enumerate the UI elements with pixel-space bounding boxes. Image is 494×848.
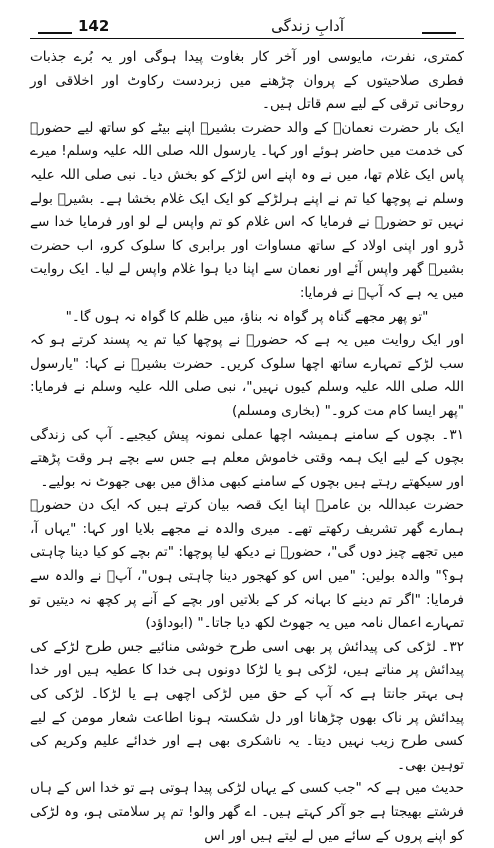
paragraph-3: اور ایک روایت میں یہ ہے کہ حضورؐ نے پوچھا کیا تم یہ پسند کرتے ہو کہ سب لڑکے تمہارے ساتھ اچھا سلوک کریں۔ حضرت بشیرؓ نے کہا: "یارسول اللہ صلی اللہ علیہ وسلم کیوں نہیں"، نبی صلی اللہ علیہ وسلم نے فرمایا: "پھر ایسا کام مت کرو۔" (بخاری ومسلم) [30,332,464,419]
running-title: آدابِ زندگی [271,17,344,35]
page-body [30,46,464,848]
paragraph-1: کمتری، نفرت، مایوسی اور آخر کار بغاوت پیدا ہوگی اور یہ بُرے جذبات فطری صلاحیتوں کے پروان چڑھنے میں زبردست رکاوٹ اور اخلاقی اور روحانی ترقی کے لیے سم قاتل ہیں۔ [30,49,464,113]
page-header [30,10,464,36]
page-number: 142 [78,17,110,35]
paragraph-6: ۳۲۔ لڑکی کی پیدائش پر بھی اسی طرح خوشی منائیے جس طرح لڑکے کی پیدائش پر مناتے ہیں، لڑکی ہو یا لڑکا دونوں ہی خدا کا عطیہ ہیں اور خدا ہی بہتر جانتا ہے کہ آپ کے حق میں لڑکی اچھی ہے یا لڑکا۔ لڑکی کی پیدائش پر ناک بھوں چڑھانا اور دل شکستہ ہونا اطاعت شعار مومن کے لیے کسی طرح زیب نہیں دیتا۔ یہ ناشکری بھی ہے اور خدائے علیم وکریم کی توہین بھی۔ [30,638,464,773]
paragraph-5: حضرت عبداللہ بن عامرؓ اپنا ایک قصہ بیان کرتے ہیں کہ ایک دن حضورؐ ہمارے گھر تشریف رکھتے تھے۔ میری والدہ نے مجھے بلایا اور کہا: "یہاں آ، میں تجھے چیز دوں گی"، حضورؐ نے دیکھ لیا پوچھا: "تم بچے کو کیا دینا چاہتی ہو؟" والدہ بولیں: "میں اس کو کھجور دینا چاہتی ہوں"، آپؐ نے والدہ سے فرمایا: "اگر تم دینے کا بہانہ کر کے بلاتیں اور بچے کے آنے پر کچھ نہ دیتیں تو تمہارے اعمال نامہ میں یہ جھوٹ لکھ دیا جاتا۔" (ابوداؤد) [30,497,464,632]
paragraph-4: ۳۱۔ بچوں کے سامنے ہمیشہ اچھا عملی نمونہ پیش کیجیے۔ آپ کی زندگی بچوں کے لیے ایک ہمہ وقتی خاموش معلم ہے جس سے بچے ہر وقت پڑھتے اور سیکھتے رہتے ہیں بچوں کے سامنے کبھی مذاق میں بھی جھوٹ نہ بولیے۔ [30,426,464,490]
header-decoration-left [38,32,72,34]
paragraph-7: حدیث میں ہے کہ "جب کسی کے یہاں لڑکی پیدا ہوتی ہے تو خدا اس کے ہاں فرشتے بھیجتا ہے جو آکر کہتے ہیں۔ اے گھر والو! تم پر سلامتی ہو، وہ لڑکی کو اپنے پروں کے سائے میں لے لیتے ہیں اور اس [30,780,464,844]
header-rule [30,38,464,39]
paragraph-2: ایک بار حضرت نعمانؓ کے والد حضرت بشیرؓ اپنے بیٹے کو ساتھ لیے حضورؐ کی خدمت میں حاضر ہوئے اور کہا۔ یارسول اللہ صلی اللہ علیہ وسلم! میرے پاس ایک غلام تھا، میں نے وہ اپنے اس لڑکے کو بخش دیا۔ نبی صلی اللہ علیہ وسلم نے پوچھا کیا تم نے اپنے ہرلڑکے کو ایک ایک غلام بخشا ہے۔ بشیرؓ بولے نہیں تو حضورؐ نے فرمایا کہ اس غلام کو تم واپس لے لو اور فرمایا خدا سے ڈرو اور اپنی اولاد کے ساتھ مساوات اور برابری کا سلوک کرو، اب حضرت بشیرؓ گھر واپس آئے اور نعمان سے اپنا دیا ہوا غلام واپس لے لیا۔ ایک روایت میں یہ ہے کہ آپؐ نے فرمایا: [30,119,464,301]
hadith-quote: "تو پھر مجھے گناہ پر گواہ نہ بناؤ، میں ظلم کا گواہ نہ ہوں گا۔" [65,308,429,325]
header-decoration-right [422,32,456,34]
